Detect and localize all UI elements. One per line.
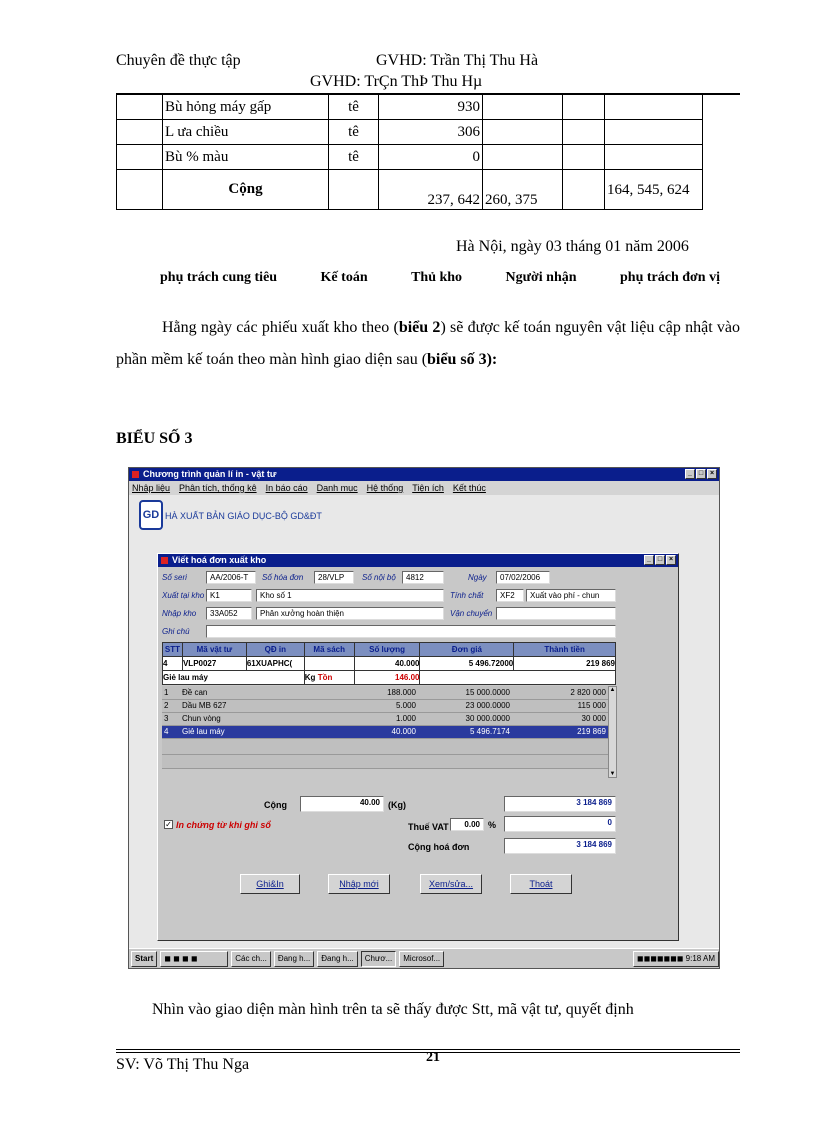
- label-so-hoa-don: Số hóa đơn: [262, 573, 304, 582]
- list-tt: 115 000: [512, 699, 608, 712]
- print-checkbox[interactable]: ✓: [165, 820, 172, 829]
- table-cell: tê: [329, 120, 379, 145]
- col-qd-in: QĐ in: [246, 643, 304, 657]
- menu-danh-muc[interactable]: Danh mục: [316, 483, 358, 493]
- list-sl: 1.000: [352, 712, 418, 725]
- menu-tien-ich[interactable]: Tiện ích: [412, 483, 444, 493]
- materials-table: [116, 94, 703, 210]
- menu-bar: [129, 481, 719, 495]
- quick-launch-icon[interactable]: ◼ ◼ ◼ ◼: [164, 953, 198, 963]
- list-dg: 5 496.7174: [418, 725, 512, 738]
- invoice-dialog: [157, 553, 679, 941]
- label-tinh-chat: Tính chất: [450, 591, 484, 600]
- col-so-luong: Số lượng: [354, 643, 420, 657]
- publisher-logo: GD: [139, 500, 163, 530]
- dialog-title: Viết hoá đơn xuất kho: [172, 555, 267, 565]
- edit-so-luong[interactable]: 40.000: [354, 657, 420, 671]
- table-row: [117, 120, 703, 145]
- total-value-2: 260, 375: [483, 170, 563, 210]
- list-tt: 2 820 000: [512, 686, 608, 699]
- para-bold: biểu 2: [398, 319, 441, 336]
- label-ngay: Ngày: [468, 573, 487, 582]
- cong-label: Cộng: [264, 800, 287, 810]
- dialog-icon: [161, 557, 168, 564]
- list-stt: 4: [162, 725, 180, 738]
- header-left: Chuyên đề thực tập: [116, 52, 241, 69]
- table-row: [117, 95, 703, 120]
- cong-qty-field[interactable]: 40.00: [300, 796, 384, 812]
- list-scrollbar[interactable]: [608, 686, 617, 778]
- table-cell: L ưa chiều: [163, 120, 329, 145]
- app-titlebar: [129, 468, 719, 481]
- app-title: Chương trình quản lí in - vật tư: [143, 469, 277, 479]
- signature-label: phụ trách đơn vị: [620, 270, 720, 285]
- col-ma-vat-tu: Mã vật tư: [182, 643, 246, 657]
- list-item-empty: [162, 754, 608, 768]
- nhap-moi-button[interactable]: Nhập mới: [328, 874, 390, 894]
- invoice-total-field: 3 184 869: [504, 838, 616, 854]
- taskbar-item[interactable]: Đang h...: [274, 951, 314, 967]
- tinh-chat-code[interactable]: XF2: [496, 589, 524, 602]
- table-cell: 930: [379, 95, 483, 120]
- signature-label: Kế toán: [320, 270, 368, 285]
- software-screenshot: [128, 467, 720, 969]
- list-dg: 30 000.0000: [418, 712, 512, 725]
- taskbar-item[interactable]: Các ch...: [231, 951, 271, 967]
- edit-thanh-tien[interactable]: 219 869: [514, 657, 616, 671]
- para-text: ) sẽ được kế toán nguyên vật liệu cập nhật vào phần mềm kế toán theo màn hình giao diện sau (: [116, 319, 741, 368]
- footer-student: SV: Võ Thị Thu Nga: [116, 1056, 250, 1073]
- xem-sua-button[interactable]: Xem/sửa...: [420, 874, 482, 894]
- vat-field[interactable]: 0.00: [450, 818, 484, 831]
- cong-unit: (Kg): [388, 800, 406, 810]
- xuat-kho-code[interactable]: K1: [206, 589, 252, 602]
- edit-stt[interactable]: 4: [163, 657, 183, 671]
- print-check-label: In chứng từ khi ghi sổ: [176, 820, 271, 830]
- menu-phan-tich[interactable]: Phân tích, thống kê: [179, 483, 257, 493]
- so-hoa-don-field[interactable]: 28/VLP: [314, 571, 354, 584]
- edit-qd-in[interactable]: 61XUAPHC(: [246, 657, 304, 671]
- label-ghi-chu: Ghi chú: [162, 627, 190, 636]
- total-value-3: 164, 545, 624: [605, 170, 703, 210]
- van-chuyen-field[interactable]: [496, 607, 616, 620]
- menu-ket-thuc[interactable]: Kết thúc: [452, 483, 486, 493]
- tray-icon[interactable]: ◼◼◼◼◼◼◼: [636, 953, 686, 963]
- label-so-seri: Số seri: [162, 573, 187, 582]
- list-item-selected[interactable]: [162, 725, 608, 738]
- vat-amount-field: 0: [504, 816, 616, 832]
- list-stt: 1: [162, 686, 180, 699]
- edit-don-gia[interactable]: 5 496.72000: [420, 657, 514, 671]
- page-number: 21: [426, 1050, 440, 1065]
- list-item[interactable]: [162, 699, 608, 712]
- edit-row[interactable]: [163, 657, 616, 671]
- label-van-chuyen: Vận chuyển: [450, 609, 493, 618]
- table-cell: 0: [379, 145, 483, 170]
- signature-label: phụ trách cung tiêu: [160, 270, 278, 285]
- taskbar-item[interactable]: Đang h...: [317, 951, 357, 967]
- taskbar-item[interactable]: Microsof...: [399, 951, 444, 967]
- table-row: [117, 145, 703, 170]
- table-total-row: [117, 170, 703, 210]
- label-so-noi-bo: Số nội bộ: [362, 573, 396, 582]
- list-sl: 40.000: [352, 725, 418, 738]
- paragraph-1: [116, 312, 740, 376]
- ton-label: Tồn: [317, 673, 333, 682]
- col-thanh-tien: Thành tiền: [514, 643, 616, 657]
- col-don-gia: Đơn giá: [420, 643, 514, 657]
- minimize-icon[interactable]: _: [685, 469, 695, 479]
- edit-item-name: Giẻ lau máy: [163, 671, 305, 685]
- list-stt: 3: [162, 712, 180, 725]
- taskbar: [129, 948, 720, 968]
- ton-value: 146.00: [354, 671, 420, 685]
- total-value-1: 237, 642: [379, 170, 483, 210]
- edit-unit: Kg: [304, 673, 316, 682]
- thoat-button[interactable]: Thoát: [510, 874, 572, 894]
- start-button[interactable]: Start: [131, 951, 157, 967]
- edit-ma-sach[interactable]: [304, 657, 354, 671]
- minimize-icon[interactable]: _: [644, 555, 654, 565]
- total-label: Cộng: [163, 170, 329, 210]
- list-name: Đề can: [180, 686, 352, 699]
- close-icon[interactable]: ×: [707, 469, 717, 479]
- item-grid: [162, 642, 616, 685]
- edit-ma-vat-tu[interactable]: VLP0027: [182, 657, 246, 671]
- list-tt: 219 869: [512, 725, 608, 738]
- maximize-icon[interactable]: □: [696, 469, 706, 479]
- maximize-icon[interactable]: □: [655, 555, 665, 565]
- tinh-chat-name[interactable]: Xuất vào phí - chun: [526, 589, 616, 602]
- clock: 9:18 AM: [685, 953, 715, 963]
- taskbar-item-active[interactable]: Chươ...: [361, 951, 397, 967]
- cong-total-field: 3 184 869: [504, 796, 616, 812]
- date-line: Hà Nội, ngày 03 tháng 01 năm 2006: [456, 238, 689, 255]
- vat-percent: %: [488, 820, 497, 830]
- nhap-kho-name[interactable]: Phân xưởng hoàn thiện: [256, 607, 444, 620]
- label-nhap-kho: Nhập kho: [162, 609, 197, 618]
- menu-nhap-lieu[interactable]: Nhập liệu: [132, 483, 171, 493]
- table-cell: 306: [379, 120, 483, 145]
- quick-launch[interactable]: [160, 951, 228, 967]
- app-body: [129, 495, 720, 950]
- org-name: HÀ XUẤT BẢN GIÁO DỤC-BỘ GD&ĐT: [165, 511, 322, 521]
- list-sl: 188.000: [352, 686, 418, 699]
- signature-label: Thủ kho: [411, 270, 463, 285]
- system-tray: [633, 951, 719, 967]
- app-icon: [132, 471, 139, 478]
- ghi-chu-field[interactable]: [206, 625, 616, 638]
- signature-row: [160, 270, 720, 286]
- so-seri-field[interactable]: AA/2006-T: [206, 571, 256, 584]
- list-dg: 15 000.0000: [418, 686, 512, 699]
- so-noi-bo-field[interactable]: 4812: [402, 571, 444, 584]
- scroll-down-icon[interactable]: ▼: [609, 771, 616, 777]
- col-ma-sach: Mã sách: [304, 643, 354, 657]
- scroll-up-icon[interactable]: ▲: [609, 687, 616, 693]
- list-item[interactable]: [162, 686, 608, 699]
- item-list: [162, 686, 608, 769]
- table-cell: Bù hỏng máy gấp: [163, 95, 329, 120]
- list-name: Chun vòng: [180, 712, 352, 725]
- para-bold: biểu số 3):: [427, 351, 498, 368]
- list-sl: 5.000: [352, 699, 418, 712]
- vat-label: Thuế VAT: [408, 822, 449, 832]
- table-cell: Bù % màu: [163, 145, 329, 170]
- list-item[interactable]: [162, 712, 608, 725]
- list-stt: 2: [162, 699, 180, 712]
- list-dg: 23 000.0000: [418, 699, 512, 712]
- invoice-total-label: Cộng hoá đơn: [408, 842, 470, 852]
- header-right: GVHD: Trần Thị Thu Hà: [376, 52, 539, 69]
- paragraph-2: Nhìn vào giao diện màn hình trên ta sẽ thấy được Stt, mã vật tư, quyết định: [152, 1001, 634, 1018]
- dialog-titlebar: [158, 554, 678, 567]
- ghi-in-button[interactable]: Ghi&In: [240, 874, 300, 894]
- list-item-empty: [162, 738, 608, 754]
- grid-header-row: [163, 643, 616, 657]
- list-name: Dầu MB 627: [180, 699, 352, 712]
- xuat-kho-name[interactable]: Kho số 1: [256, 589, 444, 602]
- table-cell: tê: [329, 145, 379, 170]
- nhap-kho-code[interactable]: 33A052: [206, 607, 252, 620]
- edit-row-detail: [163, 671, 616, 685]
- list-name: Giẻ lau máy: [180, 725, 352, 738]
- header-garbled: GVHD: TrÇn ThÞ Thu Hµ: [310, 73, 483, 90]
- menu-he-thong[interactable]: Hệ thống: [366, 483, 404, 493]
- menu-in-bao-cao[interactable]: In báo cáo: [265, 483, 308, 493]
- list-tt: 30 000: [512, 712, 608, 725]
- col-stt: STT: [163, 643, 183, 657]
- close-icon[interactable]: ×: [666, 555, 676, 565]
- ngay-field[interactable]: 07/02/2006: [496, 571, 550, 584]
- signature-label: Người nhận: [505, 270, 577, 285]
- label-xuat-tai-kho: Xuất tại kho: [162, 591, 205, 600]
- table-cell: tê: [329, 95, 379, 120]
- section-title: BIỂU SỐ 3: [116, 430, 193, 447]
- para-text: Hằng ngày các phiếu xuất kho theo (: [162, 319, 399, 336]
